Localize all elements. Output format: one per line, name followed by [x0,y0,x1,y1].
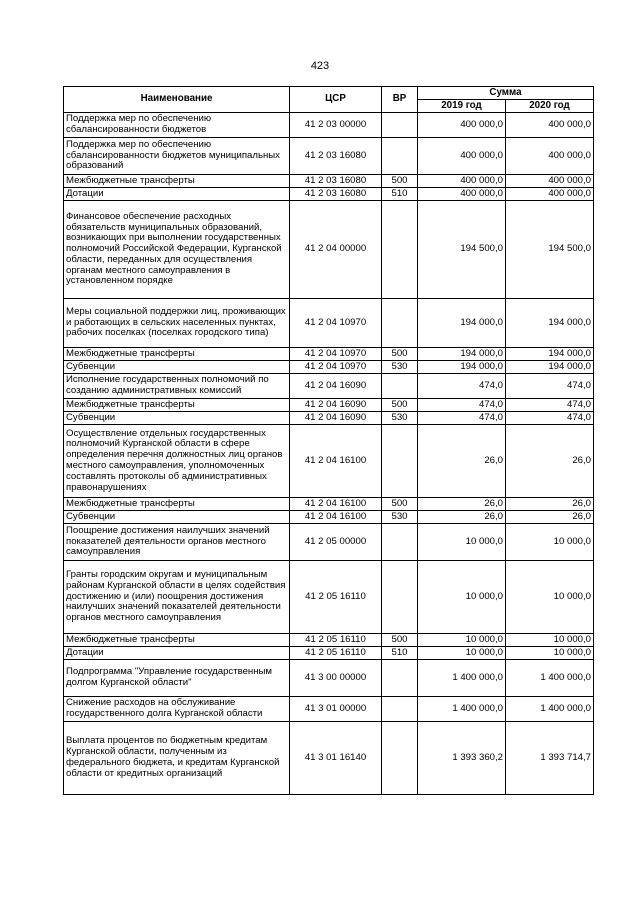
row-sum-2019: 194 000,0 [418,299,506,348]
row-name: Снижение расходов на обслуживание государственного долга Курганской области [64,697,290,722]
row-sum-2020: 10 000,0 [506,647,594,660]
row-name: Дотации [64,647,290,660]
table-row [64,175,594,188]
row-csr: 41 2 03 00000 [290,113,382,138]
row-csr: 41 2 05 16110 [290,647,382,660]
table-row [64,660,594,697]
row-csr: 41 2 04 00000 [290,201,382,299]
row-sum-2020: 400 000,0 [506,113,594,138]
row-name: Субвенции [64,412,290,425]
row-name: Исполнение государственных полномочий по созданию административных комиссий [64,374,290,399]
table-row [64,361,594,374]
row-name: Выплата процентов по бюджетным кредитам Курганской области, полученным из федерального бюджета, и кредитам Курганской области от кредитных организаций [64,722,290,795]
header-vr: ВР [382,87,418,113]
row-name: Межбюджетные трансферты [64,498,290,511]
row-vr [382,138,418,175]
table-row [64,425,594,498]
row-name: Гранты городским округам и муниципальным районам Курганской области в целях содействия достижению и (или) поощрения достижения наилучших значений показателей деятельности органов местного самоуправления [64,561,290,634]
row-csr: 41 2 03 16080 [290,138,382,175]
row-csr: 41 2 04 16100 [290,511,382,524]
row-vr: 500 [382,348,418,361]
row-vr [382,374,418,399]
row-vr: 500 [382,175,418,188]
row-sum-2020: 194 000,0 [506,348,594,361]
table-row [64,498,594,511]
row-csr: 41 2 04 16090 [290,412,382,425]
table-row [64,348,594,361]
row-sum-2019: 26,0 [418,425,506,498]
row-csr: 41 2 03 16080 [290,188,382,201]
table-row [64,113,594,138]
row-vr [382,113,418,138]
row-name: Поддержка мер по обеспечению сбалансированности бюджетов муниципальных образований [64,138,290,175]
row-name: Финансовое обеспечение расходных обязательств муниципальных образований, возникающих при выполнении государственных полномочий Российской Федерации, Курганской области, переданных для осуществления органам местного самоуправления в установленном порядке [64,201,290,299]
table-row [64,374,594,399]
row-csr: 41 2 03 16080 [290,175,382,188]
row-sum-2020: 194 000,0 [506,299,594,348]
row-sum-2020: 10 000,0 [506,561,594,634]
table-row [64,299,594,348]
row-csr: 41 2 04 10970 [290,348,382,361]
row-sum-2020: 194 500,0 [506,201,594,299]
row-sum-2019: 474,0 [418,412,506,425]
table-row [64,722,594,795]
row-csr: 41 2 04 10970 [290,361,382,374]
row-name: Поощрение достижения наилучших значений показателей деятельности органов местного самоуправления [64,524,290,561]
row-vr [382,299,418,348]
row-csr: 41 2 04 16100 [290,498,382,511]
row-sum-2019: 1 400 000,0 [418,697,506,722]
table-row [64,697,594,722]
row-sum-2019: 10 000,0 [418,561,506,634]
row-sum-2019: 400 000,0 [418,188,506,201]
row-vr: 510 [382,647,418,660]
table-row [64,399,594,412]
row-vr: 530 [382,361,418,374]
row-sum-2020: 1 400 000,0 [506,697,594,722]
row-csr: 41 2 04 16100 [290,425,382,498]
row-vr: 500 [382,399,418,412]
row-sum-2019: 26,0 [418,498,506,511]
table-row [64,634,594,647]
row-sum-2020: 10 000,0 [506,634,594,647]
row-vr [382,722,418,795]
row-sum-2019: 1 400 000,0 [418,660,506,697]
row-sum-2019: 194 000,0 [418,361,506,374]
page-number: 423 [310,60,330,72]
row-sum-2020: 474,0 [506,374,594,399]
row-csr: 41 2 04 16090 [290,374,382,399]
row-name: Меры социальной поддержки лиц, проживающих и работающих в сельских населенных пунктах, рабочих поселках (поселках городского типа) [64,299,290,348]
row-name: Дотации [64,188,290,201]
table-row [64,561,594,634]
row-sum-2020: 400 000,0 [506,175,594,188]
row-sum-2020: 26,0 [506,425,594,498]
row-csr: 41 2 05 16110 [290,634,382,647]
row-sum-2020: 26,0 [506,498,594,511]
table-row [64,188,594,201]
row-name: Межбюджетные трансферты [64,348,290,361]
row-csr: 41 3 00 00000 [290,660,382,697]
table-header [64,87,594,113]
row-sum-2019: 10 000,0 [418,634,506,647]
row-csr: 41 3 01 00000 [290,697,382,722]
table-row [64,412,594,425]
row-sum-2019: 400 000,0 [418,138,506,175]
row-sum-2019: 10 000,0 [418,524,506,561]
row-vr [382,524,418,561]
table-body [64,113,594,795]
row-vr [382,697,418,722]
row-sum-2019: 26,0 [418,511,506,524]
row-sum-2019: 474,0 [418,399,506,412]
table-row [64,138,594,175]
row-sum-2019: 400 000,0 [418,113,506,138]
row-csr: 41 2 05 16110 [290,561,382,634]
row-sum-2020: 26,0 [506,511,594,524]
row-csr: 41 2 04 16090 [290,399,382,412]
table-row [64,511,594,524]
table-row [64,524,594,561]
row-vr: 530 [382,511,418,524]
budget-table [63,86,594,795]
row-name: Межбюджетные трансферты [64,399,290,412]
row-sum-2019: 10 000,0 [418,647,506,660]
row-name: Межбюджетные трансферты [64,175,290,188]
row-csr: 41 3 01 16140 [290,722,382,795]
header-year-2020: 2020 год [506,100,594,113]
row-name: Поддержка мер по обеспечению сбалансированности бюджетов [64,113,290,138]
row-vr [382,561,418,634]
row-sum-2020: 1 393 714,7 [506,722,594,795]
row-vr: 530 [382,412,418,425]
row-name: Субвенции [64,511,290,524]
row-vr: 500 [382,498,418,511]
row-sum-2020: 400 000,0 [506,188,594,201]
row-sum-2019: 194 500,0 [418,201,506,299]
row-name: Осуществление отдельных государственных полномочий Курганской области в сфере определения перечня должностных лиц органов местного самоуправления, уполномоченных составлять протоколы об административных правонарушениях [64,425,290,498]
row-csr: 41 2 04 10970 [290,299,382,348]
header-sum: Сумма [418,87,594,100]
row-sum-2020: 474,0 [506,412,594,425]
row-name: Подпрограмма "Управление государственным долгом Курганской области" [64,660,290,697]
row-vr [382,660,418,697]
header-csr: ЦСР [290,87,382,113]
row-sum-2019: 194 000,0 [418,348,506,361]
row-vr: 500 [382,634,418,647]
row-sum-2019: 400 000,0 [418,175,506,188]
row-sum-2020: 1 400 000,0 [506,660,594,697]
row-name: Субвенции [64,361,290,374]
row-sum-2020: 400 000,0 [506,138,594,175]
row-sum-2020: 10 000,0 [506,524,594,561]
row-vr: 510 [382,188,418,201]
row-vr [382,425,418,498]
row-sum-2020: 474,0 [506,399,594,412]
row-sum-2019: 1 393 360,2 [418,722,506,795]
header-year-2019: 2019 год [418,100,506,113]
row-vr [382,201,418,299]
table-row [64,647,594,660]
table-row [64,201,594,299]
row-sum-2019: 474,0 [418,374,506,399]
row-csr: 41 2 05 00000 [290,524,382,561]
header-name: Наименование [64,87,290,113]
row-name: Межбюджетные трансферты [64,634,290,647]
row-sum-2020: 194 000,0 [506,361,594,374]
